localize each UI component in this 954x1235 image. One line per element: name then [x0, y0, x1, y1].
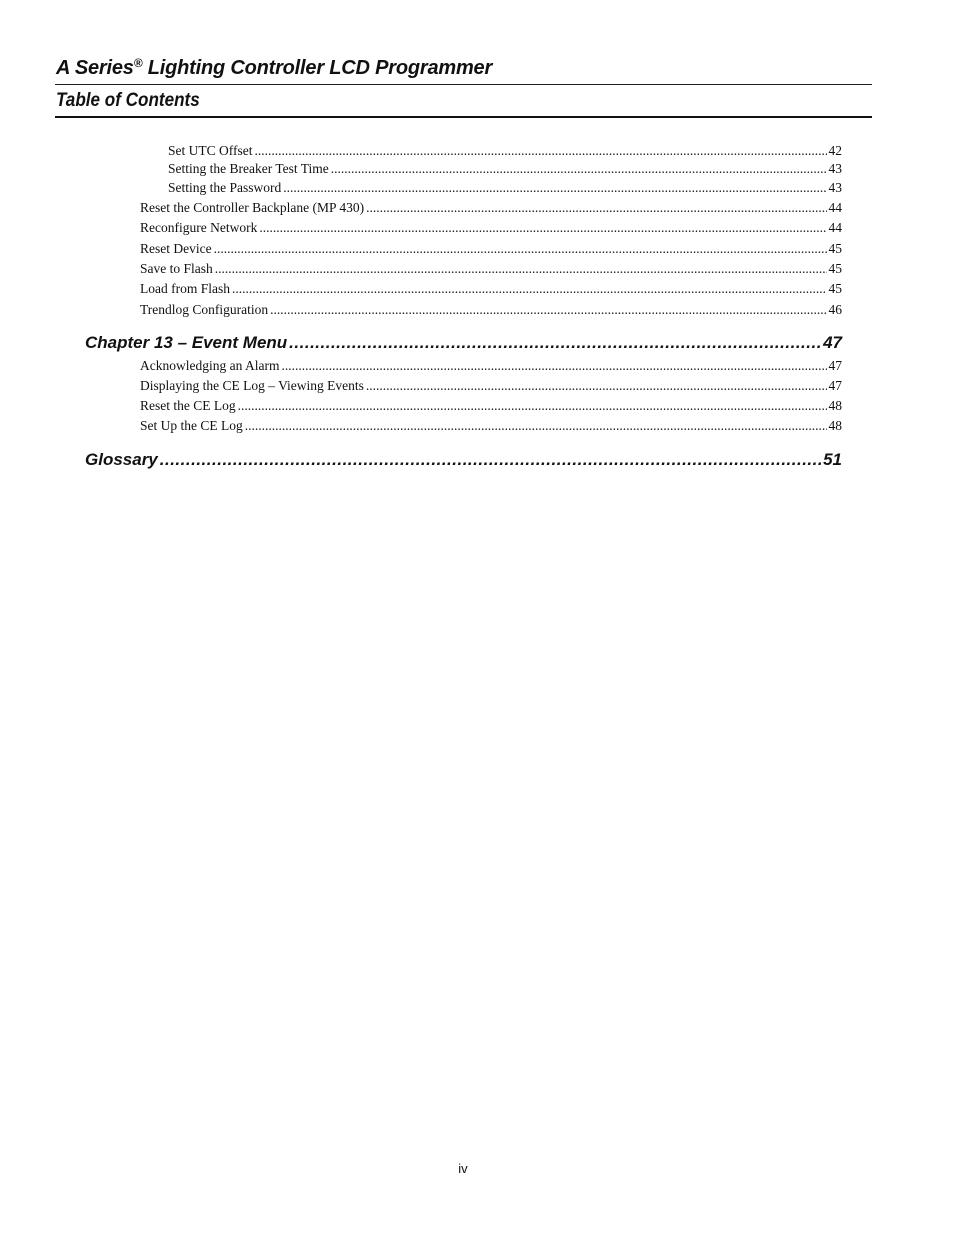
document-title-prefix: A Series	[56, 57, 134, 79]
registered-mark: ®	[133, 56, 143, 70]
toc-entry-load-from-flash[interactable]	[140, 280, 842, 298]
toc-entry-page: 44	[828, 200, 842, 215]
header-divider-thin	[55, 84, 872, 85]
toc-leader-dots	[270, 301, 826, 319]
toc-entry-reconfigure-network[interactable]	[140, 219, 842, 237]
header-divider-thick	[55, 116, 872, 118]
toc-entry-label: Load from Flash	[140, 281, 230, 296]
toc-entry-setting-password[interactable]	[168, 179, 842, 197]
section-title: Table of Contents	[56, 90, 200, 111]
toc-entry-page: 51	[823, 450, 842, 469]
toc-entry-label: Trendlog Configuration	[140, 302, 269, 317]
toc-entry-page: 46	[828, 302, 842, 317]
toc-entry-label: Displaying the CE Log – Viewing Events	[140, 378, 364, 393]
toc-entry-page: 45	[828, 241, 842, 256]
toc-entry-label: Setting the Breaker Test Time	[168, 161, 329, 176]
toc-entry-page: 48	[828, 418, 842, 433]
toc-leader-dots	[281, 357, 826, 375]
toc-leader-dots	[366, 199, 826, 217]
toc-entry-chapter-13-event-menu[interactable]	[85, 332, 842, 354]
toc-entry-page: 42	[828, 143, 842, 158]
toc-leader-dots	[366, 377, 827, 395]
toc-leader-dots	[283, 179, 826, 197]
document-title	[56, 57, 492, 80]
toc-entry-displaying-ce-log[interactable]	[140, 377, 842, 395]
toc-entry-page: 47	[828, 358, 842, 373]
toc-entry-reset-ce-log[interactable]	[140, 397, 842, 415]
toc-leader-dots	[289, 332, 821, 354]
page-number: iv	[458, 1161, 468, 1176]
toc-leader-dots	[331, 160, 827, 178]
toc-entry-label: Reset Device	[140, 241, 212, 256]
toc-entry-label: Chapter 13 – Event Menu	[85, 333, 288, 352]
toc-entry-page: 43	[828, 180, 842, 195]
toc-entry-trendlog-configuration[interactable]	[140, 301, 842, 319]
toc-entry-save-to-flash[interactable]	[140, 260, 842, 278]
toc-leader-dots	[160, 449, 821, 471]
toc-entry-reset-device[interactable]	[140, 240, 842, 258]
toc-entry-label: Glossary	[85, 450, 158, 469]
toc-entry-page: 47	[823, 333, 842, 352]
document-title-suffix: Lighting Controller LCD Programmer	[142, 57, 493, 79]
toc-entry-setting-breaker-test-time[interactable]	[168, 160, 842, 178]
toc-entry-page: 43	[828, 161, 842, 176]
toc-entry-label: Set Up the CE Log	[140, 418, 243, 433]
toc-leader-dots	[214, 240, 827, 258]
toc-entry-label: Save to Flash	[140, 261, 213, 276]
toc-leader-dots	[245, 417, 827, 435]
toc-entry-page: 44	[828, 220, 842, 235]
toc-entry-page: 48	[828, 398, 842, 413]
toc-entry-set-utc-offset[interactable]	[168, 142, 842, 160]
toc-entry-reset-controller-backplane[interactable]	[140, 199, 842, 217]
toc-leader-dots	[255, 142, 827, 160]
toc-entry-page: 45	[828, 281, 842, 296]
toc-entry-label: Set UTC Offset	[168, 143, 253, 158]
toc-entry-page: 45	[828, 261, 842, 276]
toc-entry-set-up-ce-log[interactable]	[140, 417, 842, 435]
toc-entry-page: 47	[828, 378, 842, 393]
toc-entry-acknowledging-alarm[interactable]	[140, 357, 842, 375]
toc-leader-dots	[259, 219, 826, 237]
toc-entry-label: Acknowledging an Alarm	[140, 358, 280, 373]
toc-entry-label: Reconfigure Network	[140, 220, 258, 235]
toc-leader-dots	[215, 260, 827, 278]
toc-entry-label: Reset the CE Log	[140, 398, 236, 413]
toc-entry-label: Reset the Controller Backplane (MP 430)	[140, 200, 365, 215]
toc-entry-label: Setting the Password	[168, 180, 282, 195]
toc-leader-dots	[238, 397, 827, 415]
toc-entry-glossary[interactable]	[85, 449, 842, 471]
toc-leader-dots	[232, 280, 827, 298]
